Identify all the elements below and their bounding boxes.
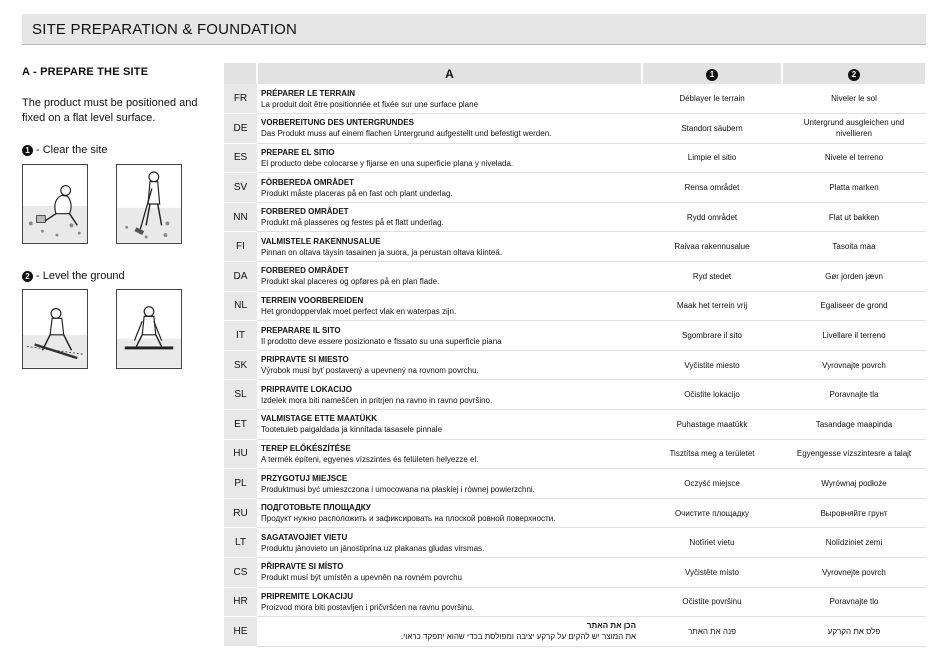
level-ground-illustration-2	[116, 289, 182, 369]
step-2-badge: 2	[848, 69, 860, 81]
step-2-text: Egyengesse vízszintesre a talajt	[782, 439, 926, 469]
translation-table	[224, 63, 926, 647]
table-row	[224, 262, 926, 292]
page-title: SITE PREPARATION & FOUNDATION	[32, 21, 297, 38]
instruction-heading: TEREP ELŐKÉSZÍTÉSE	[261, 443, 351, 453]
header-lang	[224, 63, 257, 84]
section-title: A - PREPARE THE SITE	[22, 66, 149, 78]
instruction-text: Produkt skal placeres og opføres på en plan flade.	[261, 277, 440, 287]
step-2-text: Egaliseer de grond	[782, 291, 926, 321]
instruction-cell	[257, 498, 642, 528]
language-code: HE	[224, 617, 257, 647]
step-2-text: Tasoita maa	[782, 232, 926, 262]
instruction-cell	[257, 262, 642, 292]
table-row	[224, 617, 926, 647]
instruction-heading: PRZYGOTUJ MIEJSCE	[261, 473, 348, 483]
table-row	[224, 350, 926, 380]
step-2-text: Poravnajte tla	[782, 380, 926, 410]
step-2-text: Nolīdziniet zemi	[782, 528, 926, 558]
instruction-heading: PREPARE EL SITIO	[261, 147, 335, 157]
instruction-text: Pinnan on oltava täysin tasainen ja suora, ja perustan oltava kiinteä.	[261, 247, 503, 257]
step-1-text: Sgombrare il sito	[642, 321, 782, 351]
table-row	[224, 498, 926, 528]
step-1-badge: 1	[706, 69, 718, 81]
clear-site-illustration-2	[116, 164, 182, 244]
instruction-heading: PŘIPRAVTE SI MÍSTO	[261, 562, 344, 572]
instruction-cell	[257, 321, 642, 351]
step-1-text: Tisztítsa meg a területet	[642, 439, 782, 469]
language-code: RU	[224, 498, 257, 528]
instruction-heading: הכן את האתר	[586, 621, 636, 631]
step-number-badge: 1	[22, 145, 33, 156]
step-2-text: Livellare il terreno	[782, 321, 926, 351]
instruction-heading: VALMISTAGE ETTE MAATÜKK	[261, 414, 377, 424]
header-a: A	[257, 63, 642, 84]
step-1-text: Déblayer le terrain	[642, 84, 782, 114]
step-2-text: Nivele el terreno	[782, 143, 926, 173]
step-1-text: Standort säubern	[642, 114, 782, 144]
step-1-text: Rensa området	[642, 173, 782, 203]
instruction-heading: FORBERED OMRÅDET	[261, 207, 349, 217]
instruction-text: Het grondoppervlak moet perfect vlak en waterpas zijn.	[261, 306, 457, 316]
language-code: SL	[224, 380, 257, 410]
instruction-cell	[257, 143, 642, 173]
step-2-text: פלס את הקרקע	[782, 617, 926, 647]
table-header-row	[224, 63, 926, 84]
step-2-text: Vyrovnejte povrch	[782, 558, 926, 588]
language-code: CS	[224, 558, 257, 588]
language-code: DA	[224, 262, 257, 292]
language-code: HR	[224, 587, 257, 617]
instruction-text: Il prodotto deve essere posizionato e fissato su una superficie piana	[261, 336, 502, 346]
language-code: PL	[224, 469, 257, 499]
instruction-cell	[257, 350, 642, 380]
table-row	[224, 558, 926, 588]
step-label: - Clear the site	[36, 144, 108, 156]
step-2-text: Wyrównaj podłoże	[782, 469, 926, 499]
instruction-cell	[257, 439, 642, 469]
instruction-heading: FÖRBEREDA OMRÅDET	[261, 177, 355, 187]
instruction-text: Proizvod mora biti postavljen i pričvršćen na ravnu površinu.	[261, 602, 474, 612]
instruction-cell	[257, 114, 642, 144]
step-1-text: Vyčistěte místo	[642, 558, 782, 588]
language-code: NN	[224, 202, 257, 232]
instruction-text: Das Produkt muss auf einem flachen Untergrund aufgestellt und befestigt werden.	[261, 129, 552, 139]
instruction-text: La produit doit être positionnée et fixée sur une surface plane	[261, 99, 479, 109]
instruction-cell	[257, 410, 642, 440]
language-code: ET	[224, 410, 257, 440]
table-row	[224, 439, 926, 469]
step-1-text: Maak het terrein vrij	[642, 291, 782, 321]
step-1-text: Raivaa rakennusalue	[642, 232, 782, 262]
step-1-text: Puhastage maatükk	[642, 410, 782, 440]
step-number-badge: 2	[22, 271, 33, 282]
step-1-text: פנה את האתר	[642, 617, 782, 647]
instruction-text: A termék építeni, egyenes vízszintes és felületen helyezze el.	[261, 454, 479, 464]
step-1-text: Očistite lokacijo	[642, 380, 782, 410]
instruction-heading: ПОДГОТОВЬТЕ ПЛОЩАДКУ	[261, 503, 371, 513]
step-1-text: Limpie el sitio	[642, 143, 782, 173]
instruction-text: Izdelek mora biti nameščen in pritrjen na ravno in ravno površino.	[261, 395, 493, 405]
table-row	[224, 469, 926, 499]
language-code: IT	[224, 321, 257, 351]
language-code: SV	[224, 173, 257, 203]
instruction-cell	[257, 232, 642, 262]
step-1-text: Очистите площадку	[642, 498, 782, 528]
instruction-heading: PRIPRAVTE SI MIESTO	[261, 355, 349, 365]
language-code: DE	[224, 114, 257, 144]
instruction-heading: PREPARARE IL SITO	[261, 325, 341, 335]
instruction-cell	[257, 617, 642, 647]
clear-site-illustration-1	[22, 164, 88, 244]
step-2-text: Platta marken	[782, 173, 926, 203]
instruction-heading: VORBEREITUNG DES UNTERGRUNDES	[261, 118, 414, 128]
instruction-heading: PRIPREMITE LOKACIJU	[261, 591, 354, 601]
table-row	[224, 528, 926, 558]
instruction-text: Tootetuleb paigaldada ja kinnitada tasasele pinnale	[261, 425, 443, 435]
instruction-heading: SAGATAVOJIET VIETU	[261, 532, 348, 542]
step-1-text: Rydd området	[642, 202, 782, 232]
step-label: - Level the ground	[36, 270, 125, 282]
table-row	[224, 114, 926, 144]
instruction-cell	[257, 587, 642, 617]
language-code: FR	[224, 84, 257, 114]
instruction-cell	[257, 469, 642, 499]
instruction-cell	[257, 173, 642, 203]
step-2-text: Tasandage maapinda	[782, 410, 926, 440]
instruction-heading: VALMISTELE RAKENNUSALUE	[261, 236, 381, 246]
table-row	[224, 84, 926, 114]
header-step-1	[642, 63, 782, 84]
table-row	[224, 143, 926, 173]
instruction-text: El producto debe colocarse y fijarse en una superficie plana y nivelada.	[261, 158, 514, 168]
instruction-heading: FORBERED OMRÅDET	[261, 266, 349, 276]
table-row	[224, 321, 926, 351]
instruction-heading: TERREIN VOORBEREIDEN	[261, 295, 364, 305]
instruction-cell	[257, 84, 642, 114]
language-code: NL	[224, 291, 257, 321]
step-1-text: Očistite površinu	[642, 587, 782, 617]
instruction-text: Produkt må plasseres og festes på et flatt underlag.	[261, 218, 444, 228]
step-2-text: Vyrovnajte povrch	[782, 350, 926, 380]
instruction-text: Produktu jānovieto un jānostiprina uz plakanas gludas virsmas.	[261, 543, 485, 553]
step-2-text: Flat ut bakken	[782, 202, 926, 232]
table-row	[224, 380, 926, 410]
step-2-text: Niveler le sol	[782, 84, 926, 114]
left-panel	[22, 66, 212, 126]
instruction-text: Продукт нужно расположить и зафиксировать на плоской ровной поверхности.	[261, 514, 556, 524]
table-row	[224, 202, 926, 232]
instruction-text: את המוצר יש להקים על קרקע יציבה ומפולסת בכדי שהוא יתפקד כראוי.	[400, 632, 636, 642]
step-1-text: Oczyść miejsce	[642, 469, 782, 499]
table-row	[224, 173, 926, 203]
section-description: The product must be positioned and fixed on a flat level surface.	[22, 97, 198, 124]
language-code: SK	[224, 350, 257, 380]
step-clear-site	[22, 144, 108, 156]
step-level-ground	[22, 270, 125, 282]
instruction-cell	[257, 558, 642, 588]
step-2-text: Выровняйте грунт	[782, 498, 926, 528]
instruction-heading: PRIPRAVITE LOKACIJO	[261, 384, 352, 394]
instruction-text: Produkt musí být umístěn a upevněn na rovném povrchu	[261, 573, 462, 583]
language-code: LT	[224, 528, 257, 558]
instruction-text: Výrobok musí byť postavený a upevnený na rovnom povrchu.	[261, 366, 479, 376]
table-row	[224, 291, 926, 321]
instruction-cell	[257, 380, 642, 410]
instruction-cell	[257, 291, 642, 321]
instruction-cell	[257, 528, 642, 558]
instruction-text: Produktmusi być umieszczona i umocowana na płaskiej i równej powierzchni.	[261, 484, 535, 494]
page-header	[22, 14, 926, 45]
table-row	[224, 232, 926, 262]
instruction-text: Produkt måste placeras på en fast och plant underlag.	[261, 188, 453, 198]
language-code: FI	[224, 232, 257, 262]
instruction-heading: PRÉPARER LE TERRAIN	[261, 88, 356, 98]
header-step-2	[782, 63, 926, 84]
level-ground-illustration-1	[22, 289, 88, 369]
instruction-cell	[257, 202, 642, 232]
language-code: ES	[224, 143, 257, 173]
step-1-text: Notīriet vietu	[642, 528, 782, 558]
step-1-text: Vyčistite miesto	[642, 350, 782, 380]
step-2-text: Gør jorden jævn	[782, 262, 926, 292]
step-1-text: Ryd stedet	[642, 262, 782, 292]
table-row	[224, 410, 926, 440]
language-code: HU	[224, 439, 257, 469]
step-2-text: Poravnajte tlo	[782, 587, 926, 617]
table-row	[224, 587, 926, 617]
step-2-text: Untergrund ausgleichen und nivellieren	[782, 114, 926, 144]
